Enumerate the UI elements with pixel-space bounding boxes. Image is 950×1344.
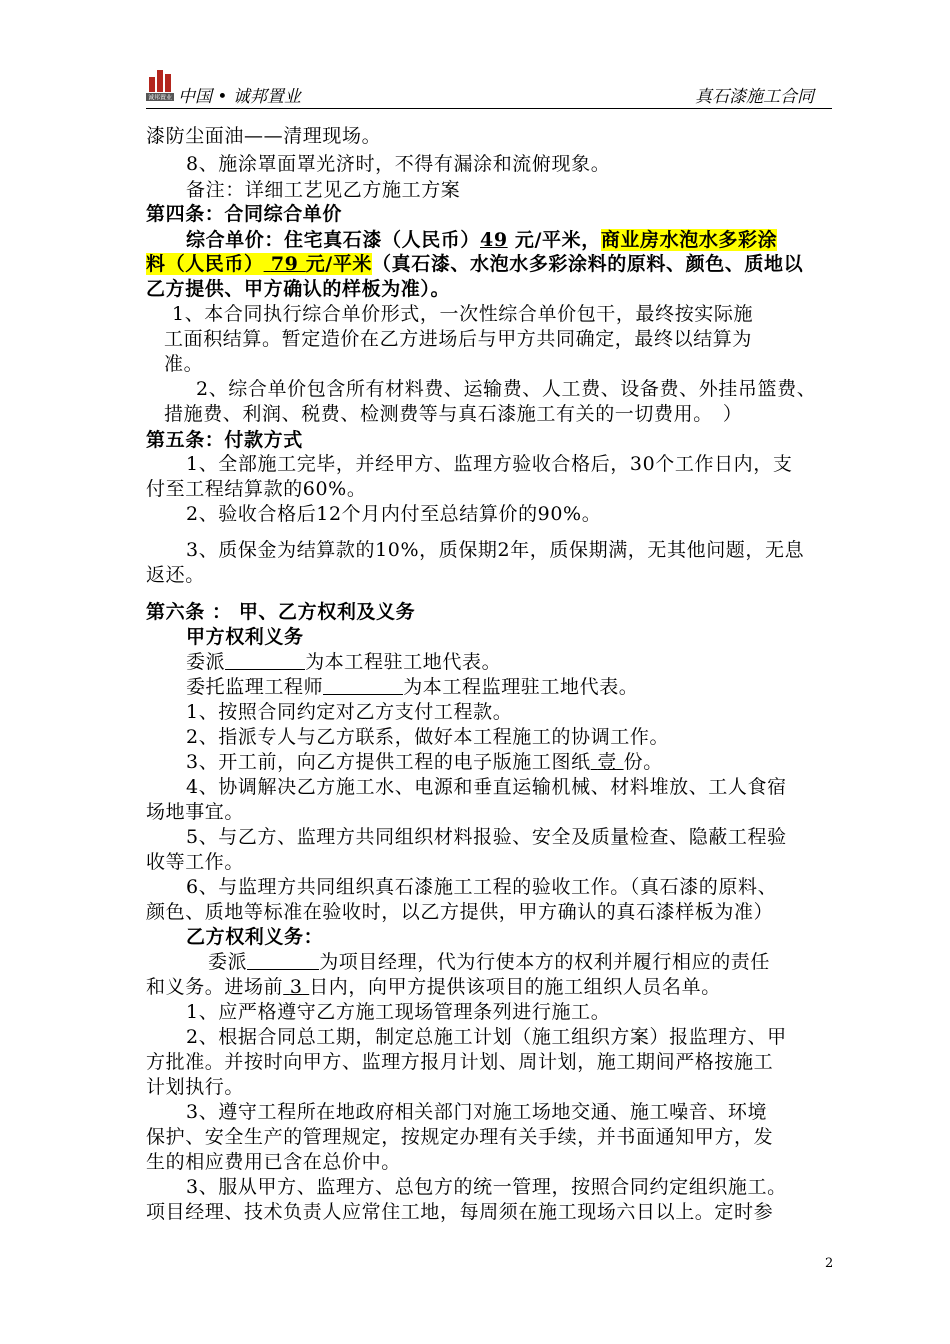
text-line: 措施费、利润、税费、检测费等与真石漆施工有关的一切费用。 ） [164,403,743,425]
unit-price-line: 综合单价：住宅真石漆（人民币）49 元/平米，商业房水泡水多彩涂 [186,229,778,251]
text-line: 1、本合同执行综合单价形式，一次性综合单价包干，最终按实际施 [172,303,754,325]
text-line: 乙方提供、甲方确认的样板为准）。 [146,278,451,300]
section-heading-6: 第六条 ： 甲、乙方权利及义务 [146,601,416,623]
header-divider [146,108,832,109]
text-line: 8、施涂罩面罩光济时，不得有漏涂和流俯现象。 [186,153,611,175]
text-line: 委派 为项目经理，代为行使本方的权利并履行相应的责任 [208,951,771,973]
text-line: 场地事宜。 [146,801,245,823]
text-line: 2、指派专人与乙方联系，做好本工程施工的协调工作。 [186,726,670,748]
text-line: 方批准。并按时向甲方、监理方报月计划、周计划，施工期间严格按施工 [146,1051,774,1073]
text-line: 3、遵守工程所在地政府相关部门对施工场地交通、施工噪音、环境 [186,1101,768,1123]
company-name: 中国 • 诚邦置业 [178,87,301,107]
section-heading-5: 第五条：付款方式 [146,429,303,451]
text-line: 2、综合单价包含所有材料费、运输费、人工费、设备费、外挂吊篮费、 [196,378,817,400]
text-line: 颜色、质地等标准在验收时，以乙方提供，甲方确认的真石漆样板为准） [146,901,774,923]
unit-price-line: 料（人民币） 79 元/平米（真石漆、水泡水多彩涂料的原料、颜色、质地以 [146,253,804,275]
text-line: 工面积结算。暂定造价在乙方进场后与甲方共同确定，最终以结算为 [164,328,753,350]
section-heading-4: 第四条：合同综合单价 [146,203,343,225]
text-line: 收等工作。 [146,851,245,873]
text-line: 3、开工前，向乙方提供工程的电子版施工图纸 壹 份。 [186,751,663,773]
text-line: 付至工程结算款的60%。 [146,478,367,500]
text-line: 准。 [164,353,204,375]
subheading-party-a: 甲方权利义务 [186,626,304,648]
text-line: 1、全部施工完毕，并经甲方、监理方验收合格后，30个工作日内，支 [186,453,793,475]
text-line: 漆防尘面油——清理现场。 [146,125,382,147]
page-header [146,68,832,108]
text-line: 保护、安全生产的管理规定，按规定办理有关手续，并书面通知甲方，发 [146,1126,774,1148]
text-line: 2、根据合同总工期，制定总施工计划（施工组织方案）报监理方、甲 [186,1026,787,1048]
text-line: 1、按照合同约定对乙方支付工程款。 [186,701,513,723]
company-logo-icon [146,68,174,102]
text-line: 和义务。进场前 3 日内，向甲方提供该项目的施工组织人员名单。 [146,976,721,998]
text-line: 备注：详细工艺见乙方施工方案 [186,179,461,201]
document-title: 真石漆施工合同 [695,87,814,107]
text-line: 项目经理、技术负责人应常住工地，每周须在施工现场六日以上。定时参 [146,1201,774,1223]
text-line: 生的相应费用已含在总价中。 [146,1151,401,1173]
text-line: 3、质保金为结算款的10%，质保期2年，质保期满，无其他问题，无息 [186,539,805,561]
text-line: 返还。 [146,564,205,586]
svg-text:诚邦置业: 诚邦置业 [147,94,173,102]
page-number: 2 [825,1256,834,1271]
text-line: 6、与监理方共同组织真石漆施工工程的验收工作。（真石漆的原料、 [186,876,778,898]
text-line: 委派 为本工程驻工地代表。 [186,651,502,673]
subheading-party-b: 乙方权利义务： [186,926,324,948]
text-line: 计划执行。 [146,1076,245,1098]
text-line: 5、与乙方、监理方共同组织材料报验、安全及质量检查、隐蔽工程验 [186,826,787,848]
text-line: 2、验收合格后12个月内付至总结算价的90%。 [186,503,602,525]
text-line: 4、协调解决乙方施工水、电源和垂直运输机械、材料堆放、工人食宿 [186,776,787,798]
text-line: 1、应严格遵守乙方施工现场管理条列进行施工。 [186,1001,611,1023]
text-line: 委托监理工程师 为本工程监理驻工地代表。 [186,676,639,698]
text-line: 3、服从甲方、监理方、总包方的统一管理，按照合同约定组织施工。 [186,1176,787,1198]
